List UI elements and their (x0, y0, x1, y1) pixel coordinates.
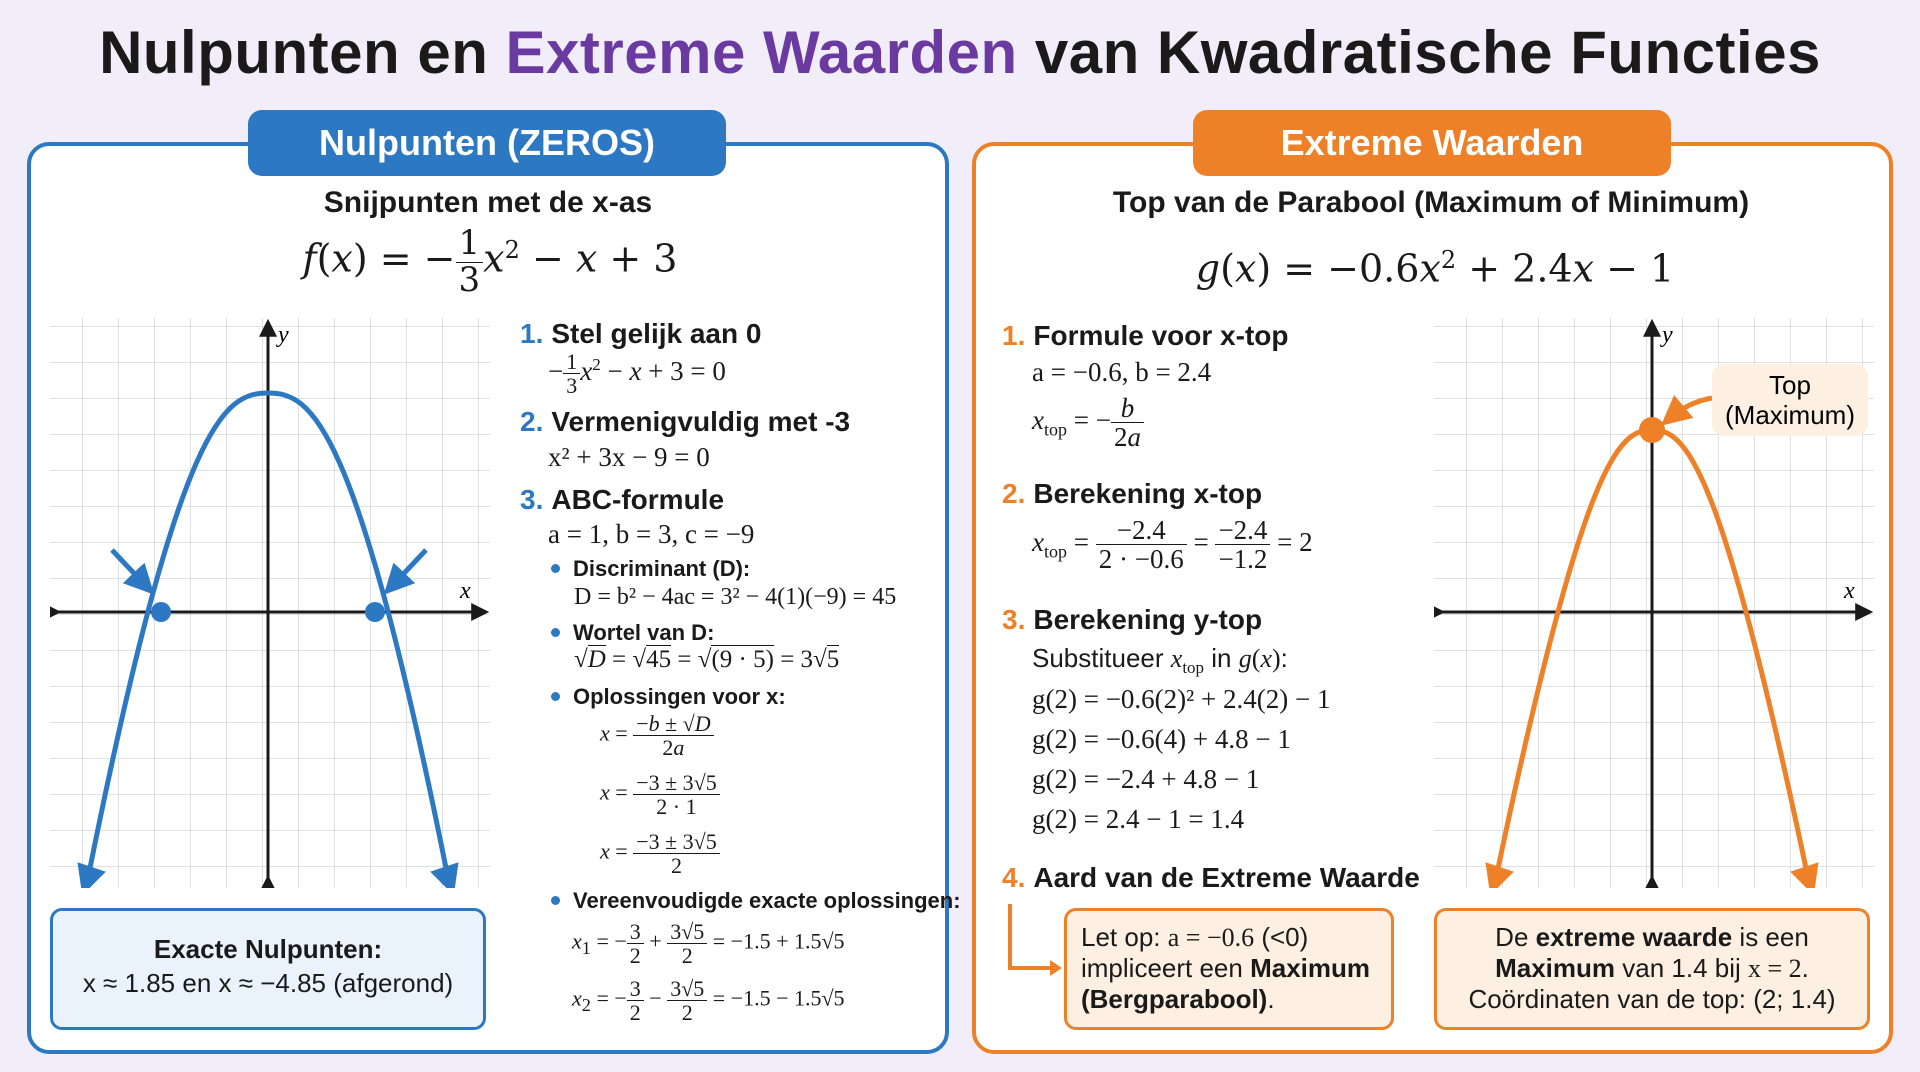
zeros-step-1: 1. Stel gelijk aan 0 (520, 318, 762, 349)
xtop-calc: $x_{top}$ = $\frac{-2.4}{2 \cdot -0.6}$ = $\frac{-2.4}{-1.2}$ = 2 (1032, 515, 1313, 575)
extreme-tab: Extreme Waarden (1193, 110, 1671, 176)
discriminant-eq: D = b² − 4ac = 3² − 4(1)(−9) = 45 (574, 584, 897, 610)
extreme-step-2: 2. Berekening x-top (1002, 478, 1263, 509)
zeros-step-1-eq: − $\frac{1}{3}$ $x^2 - x + 3 = 0$ (548, 349, 726, 399)
extreme-step-1: 1. Formule voor x-top (1002, 320, 1289, 351)
extreme-step-3: 3. Berekening y-top (1002, 604, 1263, 635)
calc-line-1: g(2) = −0.6(2)² + 2.4(2) − 1 (1032, 684, 1331, 714)
solution-x1: $x_1$ = − $\frac{3}{2}$ + $\frac{3√5}{2}$ = −1.5 + 1.5√5 (572, 919, 845, 969)
top-callout-line-1: Top (1769, 370, 1811, 400)
calc-line-2: g(2) = −0.6(4) + 4.8 − 1 (1032, 724, 1291, 754)
zeros-step-2: 2. Vermenigvuldig met -3 (520, 406, 851, 437)
zeros-step-2-eq: x² + 3x − 9 = 0 (548, 442, 710, 472)
grid (50, 318, 490, 888)
f-formula: f(x) = − $\frac{1}{3}$ $x^2 - x + 3$ (302, 223, 678, 300)
calc-line-3: g(2) = −2.4 + 4.8 − 1 (1032, 764, 1260, 794)
bullet-discriminant: Discriminant (D): (573, 556, 751, 581)
zeros-step-3-eq: a = 1, b = 3, c = −9 (548, 519, 755, 549)
zeros-tab: Nulpunten (ZEROS) (248, 110, 726, 176)
xtop-formula: $x_{top}$ = − $\frac{b}{2a}$ (1032, 394, 1144, 452)
conclusion-line-1: De extreme waarde is een (1495, 922, 1809, 952)
g-formula: $g(x) = -0.6x^2 + 2.4x - 1$ (1195, 246, 1675, 291)
zeros-graph (50, 318, 490, 888)
note-line-3: (Bergparabool). (1081, 984, 1275, 1014)
y-axis-label: y (1662, 322, 1673, 348)
bullet-oplossingen: Oplossingen voor x: (573, 684, 786, 709)
solution-x2: $x_2$ = − $\frac{3}{2}$ − $\frac{3√5}{2}$ = −1.5 − 1.5√5 (572, 976, 845, 1026)
bullet-wortel: Wortel van D: (573, 620, 715, 645)
x-axis-label: x (1844, 578, 1855, 604)
wortel-eq: √D = √45 = √(9 · 5) = 3√5 (574, 646, 840, 673)
page-title: Nulpunten en Extreme Waarden van Kwadratische Functies (99, 19, 1821, 86)
sol-substituted: x = $\frac{-3 \pm 3√5}{2 \cdot 1}$ (600, 771, 720, 818)
top-callout-line-2: (Maximum) (1725, 400, 1855, 430)
zeros-step-3: 3. ABC-formule (520, 484, 725, 515)
calc-line-4: g(2) = 2.4 − 1 = 1.4 (1032, 804, 1245, 834)
top-point (1639, 417, 1665, 443)
x-axis-label: x (460, 578, 471, 604)
note-line-1: Let op: a = −0.6 (<0) (1081, 922, 1309, 952)
note-line-2: impliceert een Maximum (1081, 953, 1370, 983)
y-axis-label: y (278, 322, 289, 348)
extreme-step-4: 4. Aard van de Extreme Waarde (1002, 862, 1420, 893)
extreme-step-1-eq: a = −0.6, b = 2.4 (1032, 357, 1212, 387)
zeros-subtitle: Snijpunten met de x-as (323, 186, 653, 219)
conclusion-line-3: Coördinaten van de top: (2; 1.4) (1468, 984, 1836, 1014)
extreme-graph (1434, 318, 1874, 888)
note-arrow (1000, 900, 1070, 980)
sol-general: x = $\frac{-b \pm √D}{2a}$ (600, 712, 714, 759)
exact-zeros-title: Exacte Nulpunten: (153, 934, 383, 964)
exact-zeros-text: x ≈ 1.85 en x ≈ −4.85 (afgerond) (82, 968, 454, 998)
zero-point-right (365, 602, 385, 622)
sol-simplified: x = $\frac{-3 \pm 3√5}{2}$ (600, 830, 720, 877)
conclusion-line-2: Maximum van 1.4 bij x = 2. (1495, 953, 1809, 983)
substitute-text: Substitueer $x_{top}$ in g(x): (1032, 643, 1288, 678)
zero-point-left (151, 602, 171, 622)
extreme-subtitle: Top van de Parabool (Maximum of Minimum) (1112, 186, 1750, 219)
bullet-vereenvoudigd: Vereenvoudigde exacte oplossingen: (573, 888, 961, 913)
